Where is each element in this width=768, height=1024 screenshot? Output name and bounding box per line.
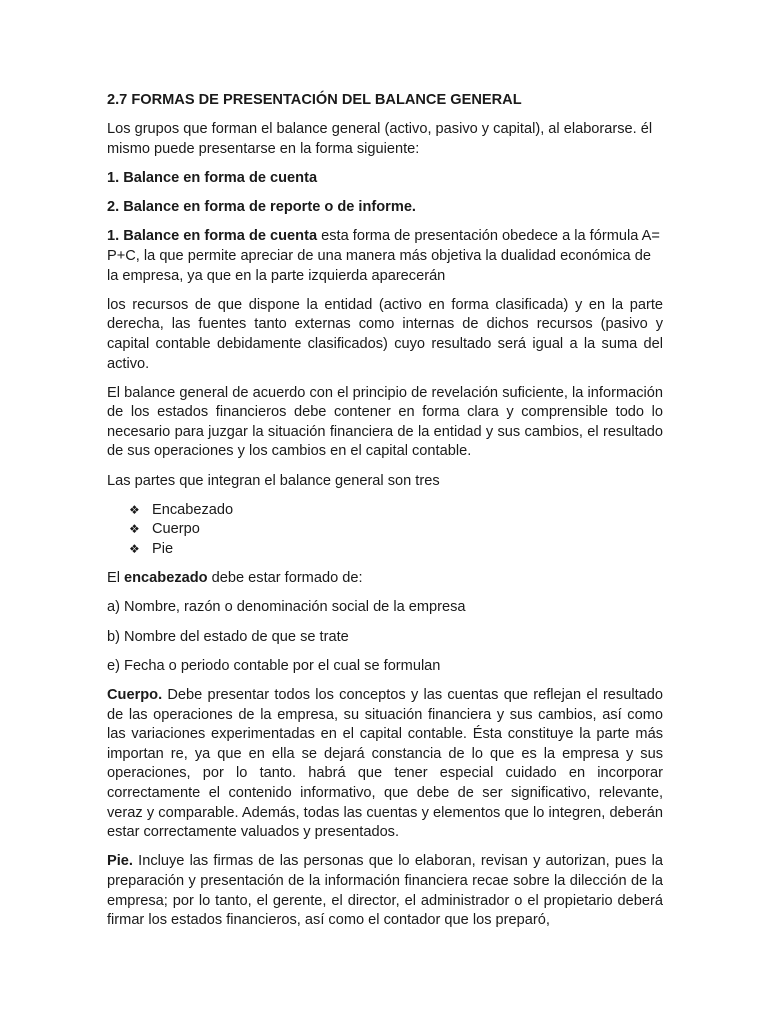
cuenta-text: esta forma de presentación obedece a la fórmula A= P+C, la que permite apreciar de una manera más objetiva la dualidad económica de la empresa, ya que en la parte izquierda aparecerán <box>107 228 660 284</box>
list-item <box>129 520 663 540</box>
encabezado-paragraph <box>107 569 663 589</box>
list-item-label: Pie <box>152 541 174 558</box>
diamond-star-icon: ❖ <box>129 502 140 517</box>
encabezado-item-a: a) Nombre, razón o denominación social de la empresa <box>107 599 466 616</box>
recursos-paragraph: los recursos de que dispone la entidad (activo en forma clasificada) y en la parte derecha, las fuentes tanto externas como internas de dichos recursos (pasivo y capital contable debidamente clasificados) cuyo resultado será igual a la suma del activo. <box>107 296 663 372</box>
cuerpo-label: Cuerpo. <box>107 686 163 703</box>
list-item-label: Encabezado <box>152 501 234 518</box>
diamond-star-icon: ❖ <box>129 542 140 557</box>
pie-label: Pie. <box>107 853 133 870</box>
cuerpo-text: Debe presentar todos los conceptos y las cuentas que reflejan el resultado de las operaciones de la empresa, su situación financiera y sus cambios, así como las variaciones experimentadas en el capital contable. Ésta constituye la parte más importan re, ya que en ella se dejará constancia de lo que es la empresa y sus operaciones, por lo tanto. habrá que tener especial cuidado en incorporar correctamente el contenido informativo, que debe de ser significativo, relevante, veraz y comparable. Además, todas las cuentas y elementos que lo integren, deberán estar correctamente valuados y presentados. <box>107 686 663 841</box>
document-page <box>107 91 663 940</box>
list-item <box>129 540 663 560</box>
revelacion-paragraph: El balance general de acuerdo con el principio de revelación suficiente, la información de los estados financieros debe contener en forma clara y comprensible todo lo necesario para juzgar la situación financiera de la entidad y sus cambios, el resultado de sus operaciones y los cambios en el capital contable. <box>107 384 663 460</box>
list-item <box>129 501 663 521</box>
partes-list <box>107 501 663 560</box>
cuenta-label: 1. Balance en forma de cuenta <box>107 228 318 245</box>
encabezado-prefix: El <box>107 570 125 587</box>
form-item-cuenta: 1. Balance en forma de cuenta <box>107 169 318 186</box>
pie-text: Incluye las firmas de las personas que lo elaboran, revisan y autorizan, pues la preparación y presentación de la información financiera recae sobre la dilección de la empresa; por lo tanto, el gerente, el director, el administrador o el propietario deberá firmar los estados financieros, así como el contador que los preparó, <box>107 853 663 929</box>
diamond-star-icon: ❖ <box>129 522 140 537</box>
list-item-label: Cuerpo <box>152 521 200 538</box>
encabezado-item-e: e) Fecha o periodo contable por el cual se formulan <box>107 657 441 674</box>
intro-paragraph: Los grupos que forman el balance general (activo, pasivo y capital), al elaborarse. él mismo puede presentarse en la forma siguiente: <box>107 121 653 157</box>
form-item-reporte: 2. Balance en forma de reporte o de informe. <box>107 199 416 216</box>
pie-paragraph <box>107 852 663 930</box>
encabezado-item-b: b) Nombre del estado de que se trate <box>107 628 349 645</box>
section-title: 2.7 FORMAS DE PRESENTACIÓN DEL BALANCE GENERAL <box>107 92 522 108</box>
encabezado-suffix: debe estar formado de: <box>207 570 363 587</box>
encabezado-label: encabezado <box>124 570 208 587</box>
partes-intro: Las partes que integran el balance general son tres <box>107 472 440 489</box>
cuenta-paragraph <box>107 227 663 286</box>
cuerpo-paragraph <box>107 686 663 843</box>
